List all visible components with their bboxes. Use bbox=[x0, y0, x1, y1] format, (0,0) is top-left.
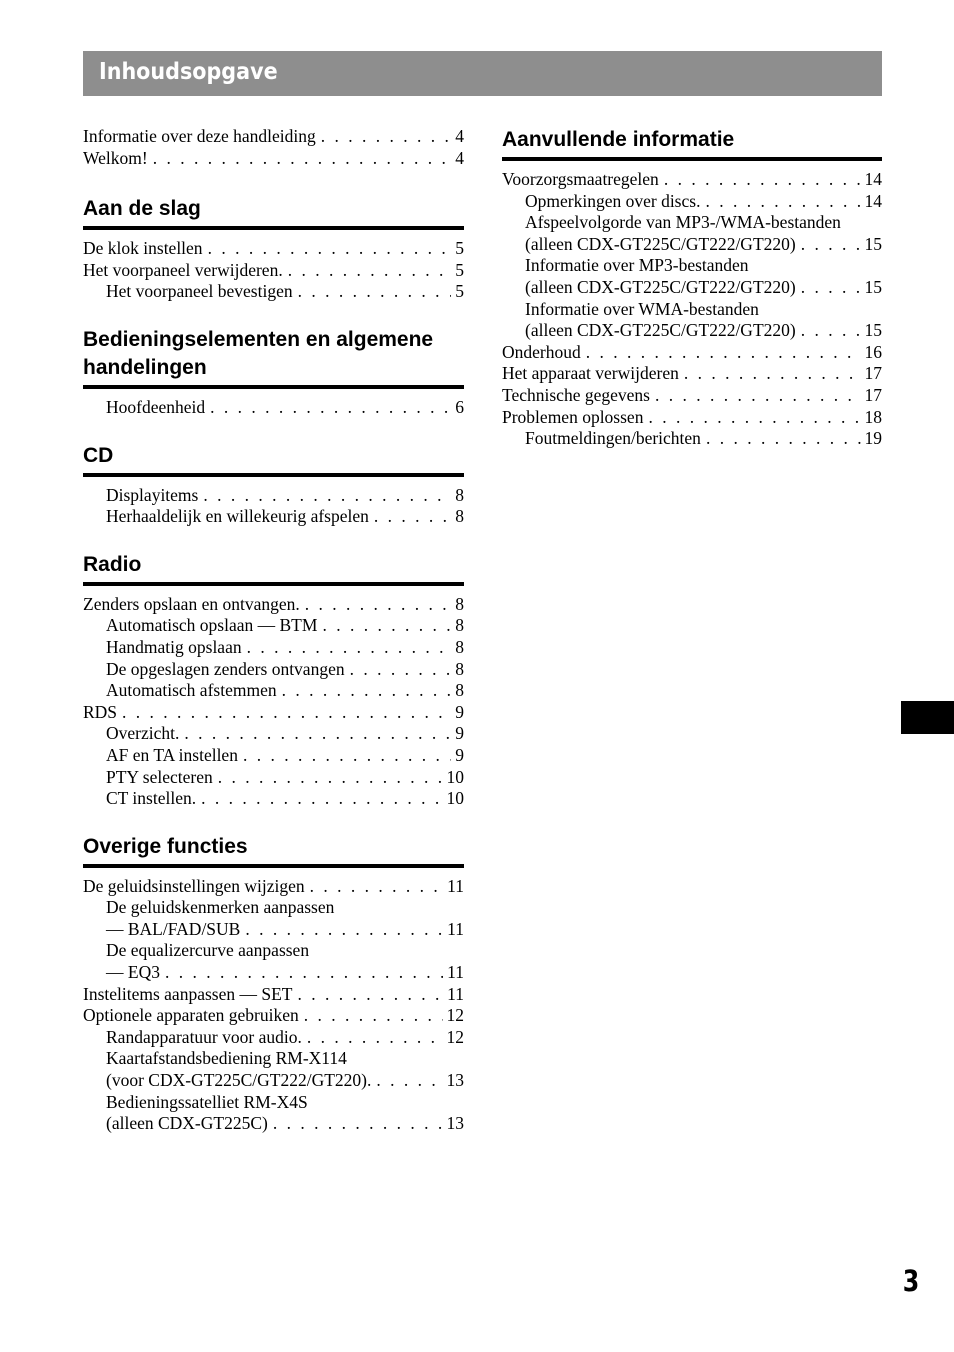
toc-entry-title: (alleen CDX-GT225C/GT222/GT220) bbox=[525, 233, 796, 254]
dot-leader bbox=[643, 407, 860, 429]
toc-entry-page: 9 bbox=[455, 723, 464, 744]
toc-entry-page: 11 bbox=[447, 983, 464, 1004]
dot-leader bbox=[581, 342, 861, 364]
dot-leader bbox=[300, 594, 452, 616]
dot-leader bbox=[305, 876, 444, 898]
dot-leader bbox=[302, 1027, 443, 1049]
toc-entry bbox=[83, 723, 464, 745]
dot-leader bbox=[242, 637, 452, 659]
toc-entry bbox=[502, 428, 882, 450]
section-heading: CD bbox=[83, 442, 464, 477]
toc-entry-page: 9 bbox=[455, 701, 464, 722]
dot-leader bbox=[796, 277, 861, 299]
toc-entry-page: 16 bbox=[864, 341, 882, 362]
section-heading-line: Bedieningselementen en algemene bbox=[83, 327, 434, 351]
toc-entry-page: 12 bbox=[446, 1005, 464, 1026]
dot-leader bbox=[117, 702, 451, 724]
toc-entry-title: (voor CDX-GT225C/GT222/GT220). bbox=[106, 1070, 372, 1091]
dot-leader bbox=[213, 767, 443, 789]
toc-entry bbox=[83, 1005, 464, 1027]
toc-entry-page: 8 bbox=[455, 615, 464, 636]
toc-entry bbox=[83, 615, 464, 637]
toc-entry-title: Informatie over MP3-bestanden bbox=[525, 255, 749, 276]
toc-entry-page: 5 bbox=[455, 281, 464, 302]
toc-entry-page: 8 bbox=[455, 680, 464, 701]
toc-entry-title: Herhaaldelijk en willekeurig afspelen bbox=[106, 506, 369, 527]
toc-entry bbox=[83, 637, 464, 659]
toc-entry bbox=[83, 1070, 464, 1092]
toc-entry-title: Technische gegevens bbox=[502, 384, 650, 405]
toc-entry bbox=[83, 702, 464, 724]
toc-entry bbox=[83, 1092, 464, 1114]
toc-entry bbox=[83, 788, 464, 810]
toc-entry-page: 13 bbox=[446, 1113, 464, 1134]
toc-entry-title: Informatie over deze handleiding bbox=[83, 126, 316, 146]
toc-entry-title: Handmatig opslaan bbox=[106, 636, 242, 657]
section-heading-line: handelingen bbox=[83, 355, 207, 379]
toc-entry bbox=[83, 148, 464, 170]
toc-entry-title: CT instellen. bbox=[106, 788, 197, 809]
toc-entry-page: 8 bbox=[455, 593, 464, 614]
dot-leader bbox=[205, 397, 451, 419]
title-bar bbox=[83, 51, 882, 96]
toc-entry bbox=[83, 1113, 464, 1135]
toc-entry bbox=[83, 919, 464, 941]
toc-entry-title: Foutmeldingen/berichten bbox=[525, 428, 701, 449]
toc-entry-page: 15 bbox=[864, 320, 882, 341]
toc-entry-page: 8 bbox=[455, 484, 464, 505]
toc-entry-page: 19 bbox=[864, 428, 882, 449]
toc-entry bbox=[502, 299, 882, 321]
toc-entry-title: — BAL/FAD/SUB bbox=[106, 918, 241, 939]
toc-entry bbox=[502, 320, 882, 342]
toc-entry-title: De geluidsinstellingen wijzigen bbox=[83, 875, 305, 896]
left-column bbox=[83, 126, 464, 1135]
toc-entry-page: 5 bbox=[455, 259, 464, 280]
dot-leader bbox=[796, 234, 861, 256]
toc-entry bbox=[83, 767, 464, 789]
dot-leader bbox=[701, 428, 861, 450]
dot-leader bbox=[148, 148, 452, 170]
toc-entry-page: 8 bbox=[455, 506, 464, 527]
toc-entry-title: Randapparatuur voor audio. bbox=[106, 1026, 302, 1047]
toc-entry bbox=[502, 407, 882, 429]
toc-entry-title: AF en TA instellen bbox=[106, 744, 238, 765]
toc-entry-page: 6 bbox=[455, 396, 464, 417]
section-heading: Aanvullende informatie bbox=[502, 126, 882, 161]
toc-entry-title: Problemen oplossen bbox=[502, 406, 644, 427]
toc-entry bbox=[502, 385, 882, 407]
toc-entry-page: 15 bbox=[864, 233, 882, 254]
toc-entry-title: RDS bbox=[83, 701, 118, 722]
toc-entry-title: PTY selecteren bbox=[106, 766, 213, 787]
toc-entry bbox=[502, 234, 882, 256]
toc-entry bbox=[502, 212, 882, 234]
dot-leader bbox=[293, 281, 452, 303]
toc-entry-page: 8 bbox=[455, 658, 464, 679]
toc-entry-page: 17 bbox=[864, 384, 882, 405]
dot-leader bbox=[203, 238, 452, 260]
toc-entry bbox=[83, 506, 464, 528]
toc-entry-title: Zenders opslaan en ontvangen. bbox=[83, 593, 300, 614]
dot-leader bbox=[316, 126, 452, 148]
toc-entry-title: Voorzorgsmaatregelen bbox=[502, 169, 659, 189]
toc-entry-page: 17 bbox=[864, 363, 882, 384]
dot-leader bbox=[160, 962, 443, 984]
toc-entry bbox=[83, 485, 464, 507]
section-heading: Aan de slag bbox=[83, 195, 464, 230]
toc-entry bbox=[83, 897, 464, 919]
language-thumb-tab bbox=[901, 701, 954, 734]
toc-entry-title: Afspeelvolgorde van MP3-/WMA-bestanden bbox=[525, 212, 841, 233]
dot-leader bbox=[179, 723, 451, 745]
toc-entry bbox=[83, 260, 464, 282]
toc-entry-page: 8 bbox=[455, 636, 464, 657]
dot-leader bbox=[268, 1113, 443, 1135]
toc-entry-page: 10 bbox=[446, 766, 464, 787]
section-heading bbox=[83, 326, 464, 389]
dot-leader bbox=[283, 260, 452, 282]
dot-leader bbox=[345, 659, 452, 681]
toc-entry-page: 4 bbox=[455, 147, 464, 168]
section-heading: Radio bbox=[83, 551, 464, 586]
dot-leader bbox=[796, 320, 861, 342]
toc-entry bbox=[83, 940, 464, 962]
toc-entry bbox=[502, 191, 882, 213]
dot-leader bbox=[198, 485, 451, 507]
toc-entry-title: (alleen CDX-GT225C) bbox=[106, 1113, 268, 1134]
toc-entry-title: Het voorpaneel bevestigen bbox=[106, 281, 293, 302]
dot-leader bbox=[292, 984, 443, 1006]
toc-entry bbox=[83, 594, 464, 616]
toc-entry-page: 18 bbox=[864, 406, 882, 427]
dot-leader bbox=[679, 363, 861, 385]
toc-entry-title: Hoofdeenheid bbox=[106, 396, 206, 417]
toc-entry bbox=[83, 745, 464, 767]
toc-entry-title: Onderhoud bbox=[502, 341, 581, 362]
dot-leader bbox=[369, 506, 451, 528]
dot-leader bbox=[317, 615, 451, 637]
toc-entry bbox=[502, 277, 882, 299]
dot-leader bbox=[371, 1070, 442, 1092]
page-title: Inhoudsopgave bbox=[99, 59, 278, 85]
dot-leader bbox=[299, 1005, 443, 1027]
toc-entry-title: Overzicht. bbox=[106, 723, 180, 744]
toc-entry-page: 9 bbox=[455, 744, 464, 765]
toc-entry-title: Optionele apparaten gebruiken bbox=[83, 1005, 299, 1026]
toc-entry-page: 11 bbox=[447, 918, 464, 939]
toc-entry bbox=[502, 363, 882, 385]
toc-entry-title: Opmerkingen over discs. bbox=[525, 190, 701, 211]
toc-entry bbox=[83, 876, 464, 898]
toc-entry-title: Informatie over WMA-bestanden bbox=[525, 298, 759, 319]
toc-entry bbox=[83, 659, 464, 681]
toc-entry-title: (alleen CDX-GT225C/GT222/GT220) bbox=[525, 276, 796, 297]
toc-entry bbox=[83, 281, 464, 303]
toc-entry-title: Displayitems bbox=[106, 484, 199, 505]
toc-entry bbox=[83, 1027, 464, 1049]
toc-entry-title: Instelitems aanpassen — SET bbox=[83, 983, 293, 1004]
toc-entry-page: 15 bbox=[864, 276, 882, 297]
toc-entry-title: — EQ3 bbox=[106, 962, 160, 983]
section-heading: Overige functies bbox=[83, 833, 464, 868]
right-column bbox=[502, 126, 882, 450]
toc-entry-title: Automatisch opslaan — BTM bbox=[106, 615, 318, 636]
dot-leader bbox=[277, 680, 452, 702]
toc-entry bbox=[83, 238, 464, 260]
toc-entry-title: Het apparaat verwijderen bbox=[502, 363, 679, 384]
toc-entry-page: 11 bbox=[447, 875, 464, 896]
toc-entry-page: 14 bbox=[864, 169, 882, 189]
toc-entry-title: De klok instellen bbox=[83, 238, 203, 259]
toc-entry-title: Kaartafstandsbediening RM-X114 bbox=[106, 1048, 347, 1069]
dot-leader bbox=[240, 919, 443, 941]
toc-entry-title: Welkom! bbox=[83, 147, 148, 168]
dot-leader bbox=[659, 169, 861, 191]
toc-entry-title: (alleen CDX-GT225C/GT222/GT220) bbox=[525, 320, 796, 341]
toc-entry-title: Bedieningssatelliet RM-X4S bbox=[106, 1091, 308, 1112]
toc-entry-title: De opgeslagen zenders ontvangen bbox=[106, 658, 345, 679]
toc-entry-page: 12 bbox=[446, 1026, 464, 1047]
toc-entry bbox=[502, 342, 882, 364]
dot-leader bbox=[238, 745, 451, 767]
toc-entry bbox=[502, 255, 882, 277]
toc-entry bbox=[83, 962, 464, 984]
dot-leader bbox=[196, 788, 442, 810]
toc-entry-page: 10 bbox=[446, 788, 464, 809]
toc-entry bbox=[83, 126, 464, 148]
toc-entry-page: 14 bbox=[864, 190, 882, 211]
page-number: 3 bbox=[902, 1264, 920, 1298]
toc-entry-page: 13 bbox=[446, 1070, 464, 1091]
toc-entry bbox=[83, 984, 464, 1006]
toc-entry-title: De geluidskenmerken aanpassen bbox=[106, 897, 335, 918]
toc-entry-page: 11 bbox=[447, 962, 464, 983]
toc-entry-title: Automatisch afstemmen bbox=[106, 680, 277, 701]
toc-entry bbox=[83, 397, 464, 419]
toc-entry bbox=[83, 680, 464, 702]
toc-entry bbox=[83, 1048, 464, 1070]
dot-leader bbox=[650, 385, 861, 407]
toc-entry bbox=[502, 169, 882, 191]
toc-entry-page: 5 bbox=[455, 238, 464, 259]
toc-entry-page: 4 bbox=[455, 126, 464, 146]
toc-entry-title: De equalizercurve aanpassen bbox=[106, 940, 310, 961]
toc-entry-title: Het voorpaneel verwijderen. bbox=[83, 259, 283, 280]
dot-leader bbox=[700, 191, 860, 213]
